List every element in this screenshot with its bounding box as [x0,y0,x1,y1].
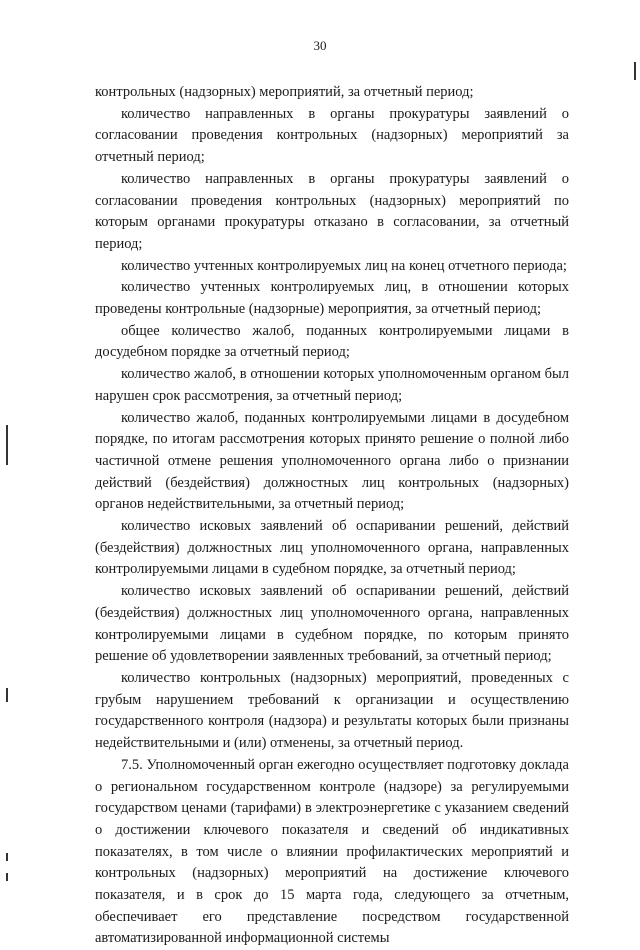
paragraph-5: количество учтенных контролируемых лиц, в отношении которых проведены контрольные (надзорные) мероприятия, за отчетный период; [95,279,569,318]
paragraph-9: количество исковых заявлений об оспаривании решений, действий (бездействия) должностных лиц уполномоченного органа, направленных контролируемыми лицами в судебном порядке, за отчетный период; [95,518,569,578]
paragraph-4: количество учтенных контролируемых лиц на конец отчетного периода; [121,257,567,274]
scan-margin-mark [6,853,8,861]
paragraph-3: количество направленных в органы прокуратуры заявлений о согласовании проведения контрольных (надзорных) мероприятий по которым органами прокуратуры отказано в согласовании, за отчетный период; [95,170,569,252]
page-number: 30 [313,38,327,53]
scan-margin-mark [6,425,8,465]
scan-margin-mark [6,873,8,881]
paragraph-2: количество направленных в органы прокуратуры заявлений о согласовании проведения контрольных (надзорных) мероприятий за отчетный период; [95,105,569,166]
paragraph-12: 7.5. Уполномоченный орган ежегодно осуществляет подготовку доклада о региональном государственном контроле (надзоре) за регулируемыми государством ценами (тарифами) в электроэнергетике с указанием сведений о достижении ключевого показателя и сведений об индикативных показателях, в том числе о влиянии профилактических мероприятий и контрольных (надзорных) мероприятий на достижение ключевого показателя, и в срок до 15 марта года, следующего за отчетным, обеспечивает его представление посредством государственной автоматизированной информационной системы [95,756,569,947]
document-body [95,82,569,950]
scan-margin-mark [6,688,8,702]
paragraph-1: контрольных (надзорных) мероприятий, за отчетный период; [95,84,474,100]
paragraph-10: количество исковых заявлений об оспаривании решений, действий (бездействия) должностных лиц уполномоченного органа, направленных контролируемыми лицами в судебном порядке, по которым принято решение об удовлетворении заявленных требований, за отчетный период; [95,583,569,665]
paragraph-8: количество жалоб, поданных контролируемыми лицами в досудебном порядке, по итогам рассмотрения которых принято решение о полной либо частичной отмене решения уполномоченного органа либо о признании действий (бездействия) должностных лиц контрольных (надзорных) органов недействительными, за отчетный период; [95,409,569,513]
scan-margin-mark [634,62,636,80]
paragraph-11: количество контрольных (надзорных) мероприятий, проведенных с грубым нарушением требований к организации и осуществлению государственного контроля (надзора) и результаты которых были признаны недействительными и (или) отменены, за отчетный период. [95,669,569,752]
paragraph-7: количество жалоб, в отношении которых уполномоченным органом был нарушен срок рассмотрения, за отчетный период; [95,366,569,404]
paragraph-6: общее количество жалоб, поданных контролируемыми лицами в досудебном порядке за отчетный период; [95,322,569,361]
